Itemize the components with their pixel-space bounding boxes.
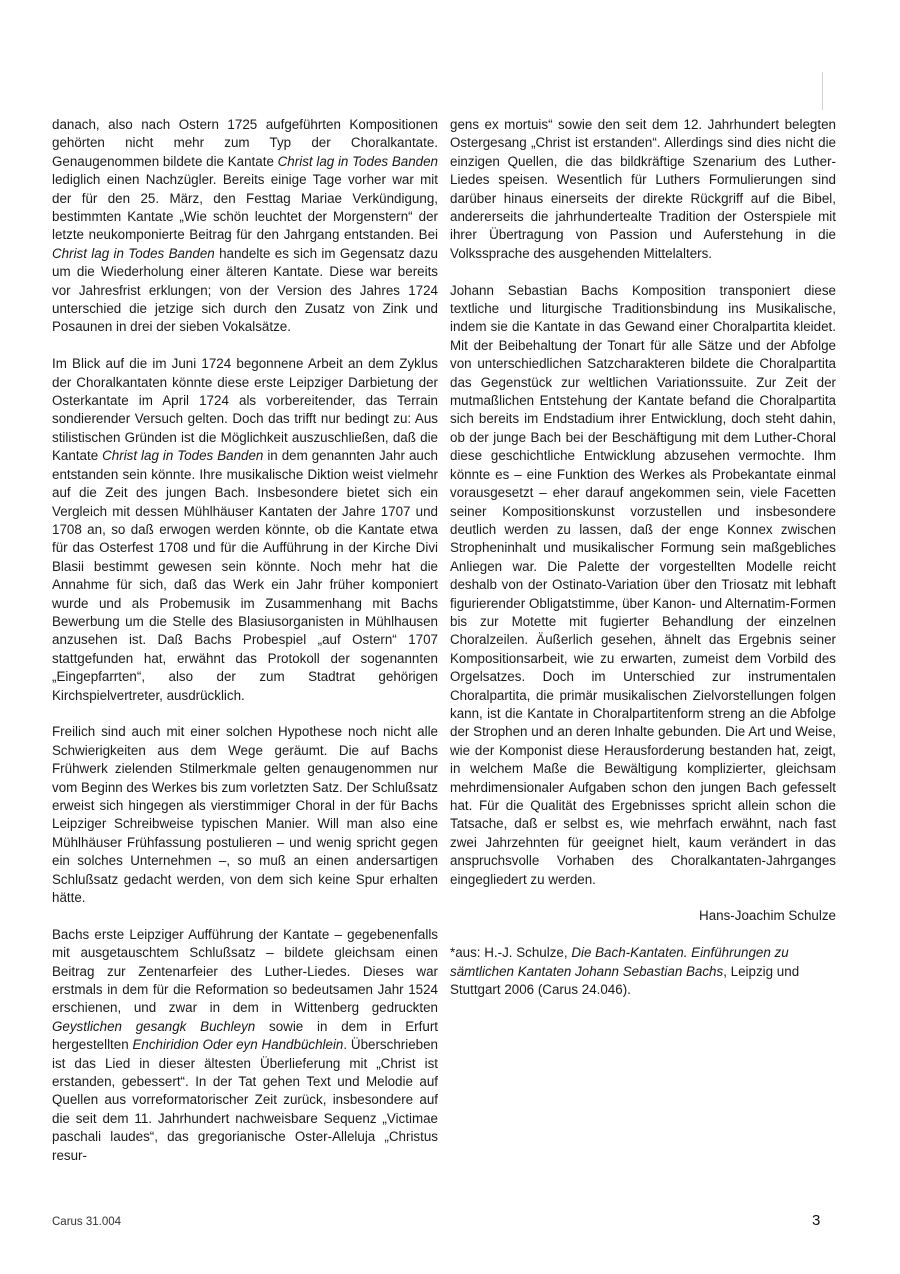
- publisher-reference: Carus 31.004: [52, 1216, 122, 1228]
- author-signature: Hans-Joachim Schulze: [699, 908, 836, 924]
- italic-title: Christ lag in Todes Banden: [52, 245, 215, 261]
- paragraph: danach, also nach Ostern 1725 aufgeführten Kompositionen gehörten nicht mehr zum Typ der Choralkantate. Genaugenommen bildete die Kantate Christ lag in Todes Banden lediglich einen Nachzügler. Bereits einige Tage vorher war mit der für den 25. März, den Festtag Mariae Verkündigung, bestimmten Kantate „Wie schön leuchtet der Morgenstern“ der letzte neukomponierte Beitrag für den Jahrgang entstanden. Bei Christ lag in Todes Banden handelte es sich im Gegensatz dazu um die Wiederholung einer älteren Kantate. Diese war bereits vor Jahresfrist erklungen; von der Version des Jahres 1724 unterschied die jetzige sich durch den Zusatz von Zink und Posaunen in drei der sieben Vokalsätze.: [52, 117, 439, 335]
- paragraph: Freilich sind auch mit einer solchen Hypothese noch nicht alle Schwierigkeiten aus dem Wege geräumt. Die auf Bachs Frühwerk zielenden Stilmerkmale gelten genaugenommen nur vom Beginn des Werkes bis zum vorletzten Satz. Der Schlußsatz erweist sich hingegen als vierstimmiger Choral in der für Bachs Leipziger Schreibweise typischen Manier. Will man also eine Mühlhäuser Frühfassung postulieren – und wenig spricht gegen ein solches Unternehmen –, so muß an einen andersartigen Schlußsatz gedacht werden, von dem sich keine Spur erhalten hätte.: [52, 724, 439, 906]
- page-edge-mark: [822, 72, 823, 110]
- italic-title: Christ lag in Todes Banden: [102, 448, 264, 464]
- paragraph: Bachs erste Leipziger Aufführung der Kantate – gegebenenfalls mit ausgetauschtem Schlußsatz – bildete gleichsam einen Beitrag zur Zentenarfeier des Luther-Liedes. Dieses war erstmals in dem für die Reformation so bedeutsamen Jahr 1524 erschienen, und zwar in dem in Wittenberg gedruckten Geystlichen gesangk Buchleyn sowie in dem in Erfurt hergestellten Enchiridion Oder eyn Handbüchlein. Überschrieben ist das Lied in dieser ältesten Überlieferung mit „Christ ist erstanden, gebessert“. In der Tat gehen Text und Melodie auf Quellen aus vorreformatorischer Zeit zurück, insbesondere auf die seit dem 11. Jahrhundert nachweisbare Sequenz „Victimae paschali laudes“, das gregorianische Oster-Alleluja „Christus resur-: [52, 926, 438, 1163]
- paragraph: gens ex mortuis“ sowie den seit dem 12. Jahrhundert belegten Ostergesang „Christ ist erstanden“. Allerdings sind dies nicht die einzigen Quellen, die das bildkräftige Szenarium des Luther-Liedes speisen. Wesentlich für Luthers Formulierungen sind darüber hinaus einerseits der direkte Rückgriff auf die Bibel, andererseits die jahrhundertealte Tradition der Osterspiele mit ihrer Übertragung von Passion und Auferstehung in die Volkssprache des ausgehenden Mittelalters.: [450, 117, 836, 261]
- italic-title: Die Bach-Kantaten. Einführungen zu sämtlichen Kantaten Johann Sebastian Bachs: [450, 945, 789, 979]
- italic-title: Geystlichen gesangk Buchleyn: [52, 1018, 256, 1034]
- page-number: 3: [812, 1212, 821, 1229]
- italic-title: Christ lag in Todes Banden: [277, 153, 438, 169]
- italic-title: Enchiridion Oder eyn Handbüchlein: [132, 1037, 344, 1053]
- left-column: [52, 116, 438, 1165]
- right-column: [450, 116, 836, 999]
- paragraph: Im Blick auf die im Juni 1724 begonnene Arbeit an dem Zyklus der Choralkantaten könnte diese erste Leipziger Darbietung der Osterkantate im April 1724 als vorbereitender, das Terrain sondierender Versuch gelten. Doch das trifft nur bedingt zu: Aus stilistischen Gründen ist die Möglichkeit auszuschließen, daß die Kantate Christ lag in Todes Banden in dem genannten Jahr auch entstanden sein könnte. Ihre musikalische Diktion weist vielmehr auf die Zeit des jungen Bach. Insbesondere bietet sich ein Vergleich mit dessen Mühlhäuser Kantaten der Jahre 1707 und 1708 an, so daß erwogen werden könnte, ob die Kantate etwa für das Osterfest 1708 und für die Aufführung in der Kirche Divi Blasii bestimmt gewesen sein könnte. Noch mehr hat die Annahme für sich, daß das Werk ein Jahr früher komponiert wurde und als Probemusik im Zusammenhang mit Bachs Bewerbung um die Stelle des Blasiusorganisten in Mühlhausen anzusehen ist. Daß Bachs Probespiel „auf Ostern“ 1707 stattgefunden hat, erwähnt das Protokoll der sogenannten „Eingepfarrten“, also der zum Stadtrat gehörigen Kirchspielvertreter, ausdrücklich.: [52, 356, 438, 703]
- source-footnote: *aus: H.-J. Schulze, Die Bach-Kantaten. Einführungen zu sämtlichen Kantaten Johann Sebastian Bachs, Leipzig und Stuttgart 2006 (Carus 24.046).: [450, 945, 800, 998]
- paragraph: Johann Sebastian Bachs Komposition transponiert diese textliche und liturgische Traditionsbindung ins Musikalische, indem sie die Kantate in das Gewand einer Choralpartita kleidet. Mit der Beibehaltung der Tonart für alle Sätze und der Abfolge von unterschiedlichen Satzcharakteren bildete die Choralpartita das Gegenstück zur weltlichen Variationssuite. Zur Zeit der mutmaßlichen Entstehung der Kantate befand die Choralpartita sich bereits im Endstadium ihrer Entwicklung, doch steht dahin, ob der junge Bach bei der Beschäftigung mit dem Luther-Choral diese geschichtliche Entwicklung abzusehen vermochte. Ihm könnte es – eine Funktion des Werkes als Probekantate einmal vorausgesetzt – eher darauf angekommen sein, viele Facetten seiner Kompositionskunst vorzustellen und insbesondere deutlich werden zu lassen, daß der enge Konnex zwischen Stropheninhalt und musikalischer Formung sein maßgebliches Anliegen war. Die Palette der vorgestellten Modelle reicht deshalb von der Ostinato-Variation über den Triosatz mit lebhaft figurierender Obligatstimme, über Kanon- und Alternatim-Formen bis zur Motette mit fugierter Behandlung der einzelnen Choralzeilen. Äußerlich gesehen, ähnelt das Ergebnis seiner Kompositionsarbeit, wie zu erwarten, zumeist dem Vorbild des Orgelsatzes. Doch im Unterschied zur instrumentalen Choralpartita, die primär musikalischen Zielvorstellungen folgen kann, ist die Kantate in Choralpartitenform streng an die Abfolge der Strophen und an deren Inhalte gebunden. Die Art und Weise, wie der Komponist diese Herausforderung bestanden hat, zeigt, in welchem Maße die Bewältigung komplizierter, gleichsam mehrdimensionaler Aufgaben schon den jungen Bach gefesselt hat. Für die Qualität des Ergebnisses spricht allein schon die Tatsache, daß er selbst es, wie mehrfach erwähnt, nach fast zwei Jahrzehnten für geeignet hielt, kaum verändert in das anspruchsvolle Vorhaben des Choralkantaten-Jahrganges eingegliedert zu werden.: [450, 282, 836, 887]
